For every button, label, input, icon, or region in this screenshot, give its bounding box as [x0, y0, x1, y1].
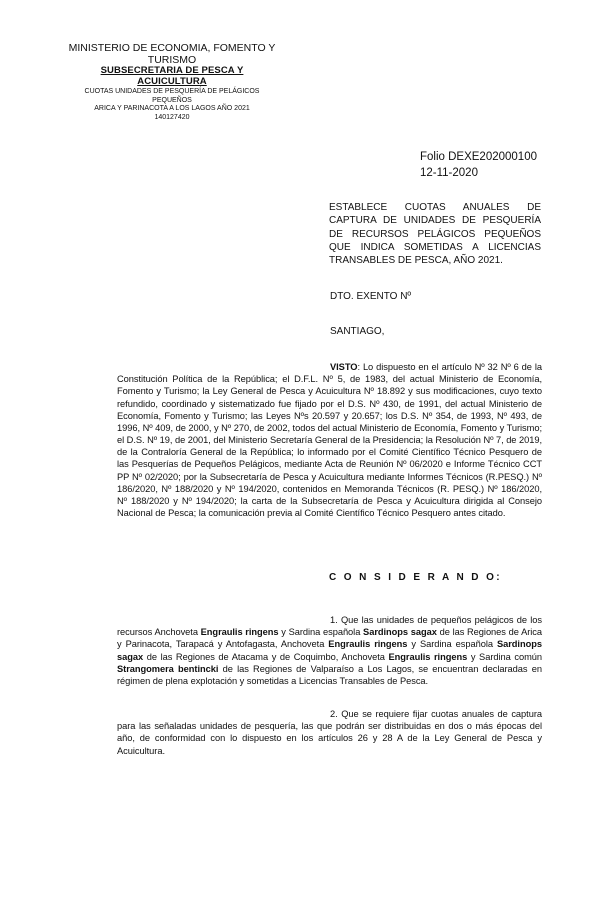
- visto-paragraph: [117, 361, 542, 519]
- visto-text: : Lo dispuesto en el artículo Nº 32 Nº 6 de la Constitución Política de la República; el D.F.L. Nº 5, de 1983, del actual Ministerio de Economía, Fomento y Turismo; la Ley General de Pesca y Acuicultura Nº 18.892 y sus modificaciones, cuyo texto refundido, coordinado y sistematizado fue fijado por el D.S. Nº 430, de 1991, del actual Ministerio de Economía, Fomento y Turismo; las Leyes Nºs 20.597 y 20.657; los D.S. Nº 354, de 1993, Nº 493, de 1996, Nº 409, de 2000, y Nº 270, de 2002, todos del actual Ministerio de Economía, Fomento y Turismo; el D.S. Nº 19, de 2001, del Ministerio Secretaría General de la Presidencia; la Resolución Nº 7, de 2019, de la Contraloría General de la República; lo informado por el Comité Científico Técnico Pesquero de las Pesquerías de Pequeños Pelágicos, mediante Acta de Reunión Nº 06/2020 e Informe Técnico CCT PP Nº 02/2020; por la Subsecretaría de Pesca y Acuicultura mediante Informes Técnicos (R.PESQ.) Nº 186/2020, Nº 188/2020 y Nº 194/2020, contenidos en Memoranda Técnicos (R. PESQ.) Nº 186/2020, Nº 188/2020 y Nº 194/2020; la carta de la Subsecretaría de Pesca y Acuicultura dirigida al Consejo Nacional de Pesca; la comunicación previa al Comité Científico Técnico Pesquero antes citado.: [117, 362, 542, 519]
- visto-label: VISTO: [330, 362, 358, 372]
- folio-number: Folio DEXE202000100: [420, 151, 537, 163]
- subject-line-2: PEQUEÑOS: [152, 96, 192, 104]
- subsecretaria-line-1: SUBSECRETARIA DE PESCA Y: [100, 65, 244, 77]
- considerando-1: 1. Que las unidades de pequeños pelágicos de los recursos Anchoveta Engraulis ringens y Sardina española Sardinops sagax de las Regiones de Arica y Parinacota, Tarapacá y Antofagasta, Anchoveta Engraulis ringens y Sardina española Sardinops sagax de las Regiones de Atacama y de Coquimbo, Anchoveta Engraulis ringens y Sardina común Strangomera bentincki de las Regiones de Valparaíso a Los Lagos, se encuentran declaradas en régimen de plena explotación y sometidas a Licencias Transables de Pesca.: [117, 615, 543, 686]
- folio-date: 12-11-2020: [420, 166, 478, 179]
- considerando-2: 2. Que se requiere fijar cuotas anuales de captura para las señaladas unidades de pesquería, las que podrán ser distribuidas en dos o más épocas del año, de conformidad con lo dispuesto en los artículos 26 y 28 A de la Ley General de Pesca y Acuicultura.: [117, 709, 542, 756]
- folio-block: [420, 150, 537, 181]
- ministry-line-1: MINISTERIO DE ECONOMIA, FOMENTO Y: [68, 42, 276, 54]
- ministry-line-2: TURISMO: [147, 54, 197, 67]
- subject-line-1: CUOTAS UNIDADES DE PESQUERÍA DE PELÁGICOS: [84, 87, 260, 95]
- considerando-heading: C O N S I D E R A N D O:: [329, 572, 502, 583]
- letterhead: [52, 42, 292, 123]
- document-title: ESTABLECE CUOTAS ANUALES DE CAPTURA DE UNIDADES DE PESQUERÍA DE RECURSOS PELÁGICOS PEQUEÑOS QUE INDICA SOMETIDAS A LICENCIAS TRANSABLES DE PESCA, AÑO 2021.: [329, 202, 541, 267]
- decree-label: DTO. EXENTO Nº: [330, 291, 412, 302]
- subsecretaria-line-2: ACUICULTURA: [137, 76, 207, 88]
- document-code: 140127420: [154, 114, 190, 122]
- subject-line-3: ARICA Y PARINACOTA A LOS LAGOS AÑO 2021: [94, 105, 250, 113]
- place: SANTIAGO,: [330, 326, 385, 337]
